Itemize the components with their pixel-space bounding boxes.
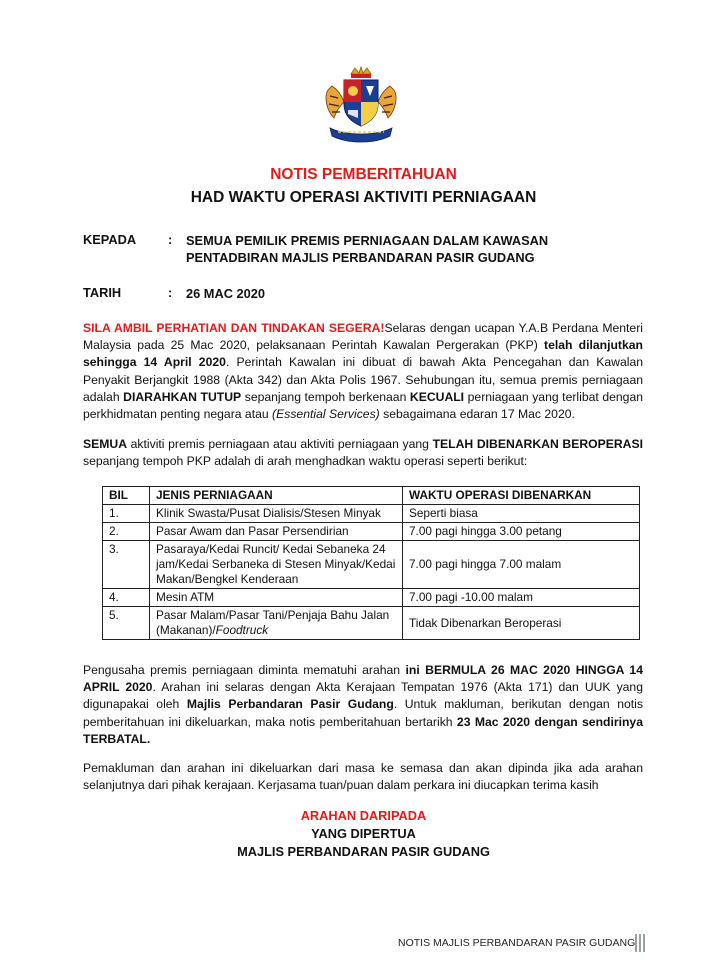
para2-bold-2: TELAH DIBENARKAN BEROPERASI: [432, 437, 643, 451]
header-business-type: JENIS PERNIAGAAN: [150, 487, 403, 505]
row-business-type: Pasaraya/Kedai Runcit/ Kedai Sebaneka 24 jam/Kedai Serbaneka di Stesen Minyak/Kedai Makan/Bengkel Kenderaan: [150, 541, 403, 589]
menu-bars-icon: [634, 934, 646, 952]
recipient-colon: :: [168, 232, 173, 247]
signature-line-2: YANG DIPERTUA: [311, 826, 416, 841]
alert-text: SILA AMBIL PERHATIAN DAN TINDAKAN SEGERA!: [83, 321, 385, 335]
date-value: 26 MAC 2020: [186, 286, 265, 301]
row-hours: 7.00 pagi hingga 7.00 malam: [403, 541, 640, 589]
row-hours: Seperti biasa: [403, 505, 640, 523]
recipient-value: [186, 232, 656, 266]
recipient-label: KEPADA: [83, 232, 137, 247]
table-header-row: [103, 487, 640, 505]
table-row: [103, 505, 640, 523]
scope-paragraph: [83, 436, 643, 470]
row-business-type-text: Pasar Malam/Pasar Tani/Penjaja Bahu Jalan (Makanan)/: [156, 608, 390, 637]
signature-line-3: MAJLIS PERBANDARAN PASIR GUDANG: [237, 844, 490, 859]
closing-paragraph: Pemakluman dan arahan ini dikeluarkan dari masa ke semasa dan akan dipinda jika ada arahan selanjutnya dari pihak kerajaan. Kerjasama tuan/puan dalam perkara ini diucapkan terima kasih: [83, 761, 643, 793]
recipient-line-1: SEMUA PEMILIK PREMIS PERNIAGAAN DALAM KAWASAN: [186, 233, 549, 248]
row-hours: 7.00 pagi hingga 3.00 petang: [403, 523, 640, 541]
para3-bold-3: 23 Mac 2020 dengan sendirinya TERBATAL.: [83, 714, 643, 746]
intro-paragraph: [83, 320, 643, 423]
para2-text-2: sepanjang tempoh PKP adalah di arah menghadkan waktu operasi seperti berikut:: [83, 454, 528, 469]
para3-bold-2: Majlis Perbandaran Pasir Gudang: [186, 697, 394, 712]
row-no: 5.: [103, 607, 150, 640]
row-business-type: [150, 607, 403, 640]
date-colon: :: [168, 285, 173, 300]
para3-bold-1: ini BERMULA 26 MAC 2020 HINGGA 14 APRIL 2020: [83, 663, 643, 695]
date-label: TARIH: [83, 285, 122, 300]
row-no: 4.: [103, 589, 150, 607]
row-no: 3.: [103, 541, 150, 589]
municipal-crest-icon: [318, 66, 404, 148]
para1-text-2: . Perintah Kawalan ini dibuat di bawah Akta Pencegahan dan Kawalan Penyakit Berjangkit 1988 (Akta 342) dan Akta Polis 1967. Sehubungan itu, semua premis perniagaan adalah: [83, 355, 644, 404]
para3-text-2: . Arahan ini selaras dengan Akta Kerajaan Tempatan 1976 (Akta 171) dan UUK yang digunapakai oleh: [83, 680, 643, 712]
row-business-type-italic: Foodtruck: [215, 623, 269, 637]
signature-line-1: ARAHAN DARIPADA: [300, 808, 427, 823]
para3-text-3: . Untuk makluman, berikutan dengan notis pemberitahuan ini dikeluarkan, maka notis pemberitahuan bertarikh: [83, 697, 643, 729]
table-row: [103, 589, 640, 607]
notice-title: NOTIS PEMBERITAHUAN: [270, 166, 457, 183]
row-business-type: Mesin ATM: [150, 589, 403, 607]
row-no: 2.: [103, 523, 150, 541]
operating-hours-table: [102, 486, 640, 640]
para2-bold-1: SEMUA: [83, 437, 128, 451]
compliance-paragraph: [83, 662, 643, 748]
table-row: [103, 541, 640, 589]
header-hours: WAKTU OPERASI DIBENARKAN: [403, 487, 640, 505]
para1-text-4: perniagaan yang terlibat dengan perkhidmatan penting negara atau: [83, 389, 643, 422]
para1-text-3: sepanjang tempoh berkenaan: [241, 389, 410, 404]
table-row: [103, 607, 640, 640]
footer-caption: NOTIS MAJLIS PERBANDARAN PASIR GUDANG: [398, 937, 636, 949]
recipient-line-2: PENTADBIRAN MAJLIS PERBANDARAN PASIR GUDANG: [186, 250, 535, 265]
para3-text-1: Pengusaha premis perniagaan diminta mematuhi arahan: [83, 663, 406, 677]
row-no: 1.: [103, 505, 150, 523]
row-business-type: Klinik Swasta/Pusat Dialisis/Stesen Minyak: [150, 505, 403, 523]
para2-text-1: aktiviti premis perniagaan atau aktiviti perniagaan yang: [127, 437, 433, 451]
subject-title: HAD WAKTU OPERASI AKTIVITI PERNIAGAAN: [190, 189, 537, 206]
table-row: [103, 523, 640, 541]
row-hours: 7.00 pagi -10.00 malam: [403, 589, 640, 607]
para1-bold-3: KECUALI: [409, 389, 465, 404]
para1-bold-1: telah dilanjutkan sehingga 14 April 2020: [83, 338, 643, 370]
para1-bold-2: DIARAHKAN TUTUP: [123, 389, 242, 404]
row-hours: Tidak Dibenarkan Beroperasi: [403, 607, 640, 640]
header-no: BIL: [103, 487, 150, 505]
row-business-type: Pasar Awam dan Pasar Persendirian: [150, 523, 403, 541]
para1-text-1: Selaras dengan ucapan Y.A.B Perdana Menteri Malaysia pada 25 Mac 2020, pelaksanaan Perintah Kawalan Pergerakan (PKP): [83, 321, 643, 353]
para1-text-5: sebagaimana edaran 17 Mac 2020.: [379, 407, 575, 422]
para1-italic-1: (Essential Services): [272, 407, 380, 422]
